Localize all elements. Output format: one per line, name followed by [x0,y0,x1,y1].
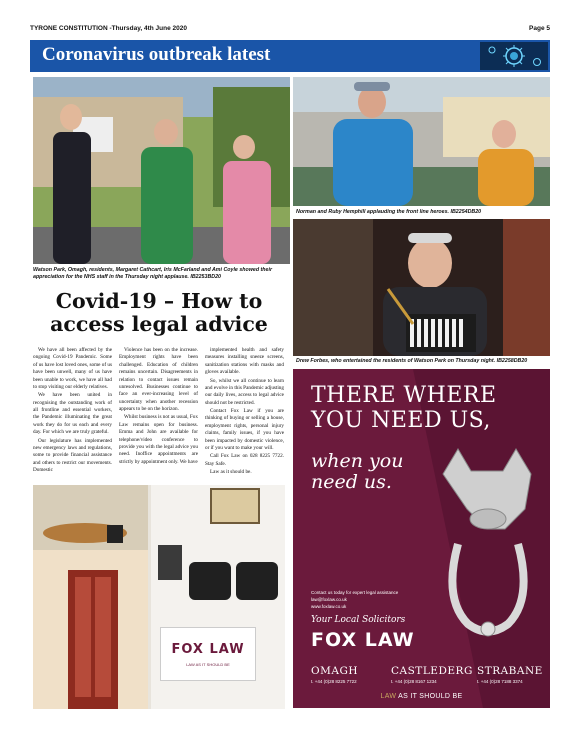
paragraph: We have all been affected by the ongoing Covid-19 Pandemic. Some of us have lost loved ones, some of us have been unwell, many of us have been unable to work, we have all had to stop visiting our elderly relatives. [33,347,112,390]
sign-slogan: LAW AS IT SHOULD BE [186,662,230,667]
page-number: Page 5 [529,25,550,32]
article-column-1 [33,347,112,475]
paragraph: Contact Fox Law if you are thinking of buying or selling a house, employment rights, personal injury claims, family issues, if you have been impacted by domestic violence, or if you want to make your will. [205,408,284,451]
paragraph: So, whilst we all continue to learn and evolve in this Pandemic adjusting our daily lives, access to legal advice should not be restricted. [205,377,284,406]
ad-contact [311,589,411,611]
sign-logo: FOX LAW [171,642,245,657]
ad-subhead: when you need us. [311,450,404,493]
paragraph: We have been united in recognising the outstanding work of all frontline and essential workers, the Pandemic illuminating the great work they do for us each and every day. For which we are truly grateful. [33,392,112,436]
caption-photo3: Drew Forbes, who entertained the residents of Watson Park on Thursday night. IB2258DB20 [296,358,528,364]
ad-slogan [293,693,550,700]
virus-graphic [480,42,548,70]
section-banner [30,40,550,72]
contact-intro: Contact us today for expert legal assistance [311,590,399,595]
contact-website[interactable]: www.foxlaw.co.uk [311,604,347,610]
caption-photo2: Norman and Ruby Hemphill applauding the front line heroes. IB2254DB20 [296,209,482,215]
ad-headline: THERE WHERE YOU NEED US, [311,383,497,434]
photo-hemphill-couple [293,77,550,206]
office-list [311,665,541,687]
slogan-rest: AS IT SHOULD BE [396,693,463,700]
article-column-2 [119,347,198,467]
office-name: STRABANE [477,665,543,677]
photo-drew-forbes-accordion [293,219,550,356]
contact-email[interactable]: law@foxlaw.co.uk [311,597,347,603]
slogan-law: LAW [380,693,397,700]
paper-date: TYRONE CONSTITUTION -Thursday, 4th June 2020 [30,25,187,32]
section-title: Coronavirus outbreak latest [42,44,271,65]
photo-watson-park-residents [33,77,290,264]
fox-law-logo: FOX LAW [311,629,415,651]
caption-photo1: Watson Park, Omagh, residents, Margaret Cathcart, Iris McFarland and Ami Coyle showed their appreciation for the NHS staff in the Thursday night applause. IB2253BD20 [33,267,273,281]
article-column-3 [205,347,284,477]
paragraph: Whilst business is not as usual, Fox Law remains open for business. Emma and John are available for telephone/video conference to provide you with the legal advice you need. Inoffice appointments are strictly by appointment only. We have [119,414,198,465]
office-name: CASTLEDERG [391,665,473,677]
article-headline: Covid-19 – How to access legal advice [50,289,268,336]
paragraph: Violence has been on the increase. Employment rights have been challenged. Education of children remains uncertain. Disagreements in relation to contact issues remain unresolved. Businesses continue to face an ever-increasing level of uncertainty when another recession appears to be on the horizon. [119,347,198,412]
office-strabane [477,665,543,684]
ad-tagline: Your Local Solicitors [311,615,406,625]
office-castlederg [391,665,473,684]
office-phone: t. +44 (0)28 8167 1234 [391,679,437,684]
paragraph: implemented health and safety measures installing sneeze screens, sanitization stations with masks and gloves available. [205,347,284,376]
office-name: OMAGH [311,665,358,677]
paragraph: Law as it should be. [210,469,252,475]
virus-icon [480,42,548,70]
masthead [30,24,550,36]
office-phone: t. +44 (0)28 8225 7722 [311,679,357,684]
office-omagh [311,665,358,684]
fox-law-advert [293,369,550,708]
paragraph: Call Fox Law on 028 8225 7722. Stay Safe. [205,453,284,467]
office-phone: t. +44 (0)28 7188 3374 [477,679,523,684]
fox-law-sign [160,627,256,681]
paragraph: Our legislature has implemented new emergency laws and regulations, some to provide financial assistance and others to restrict our movements. Domestic [33,437,112,473]
